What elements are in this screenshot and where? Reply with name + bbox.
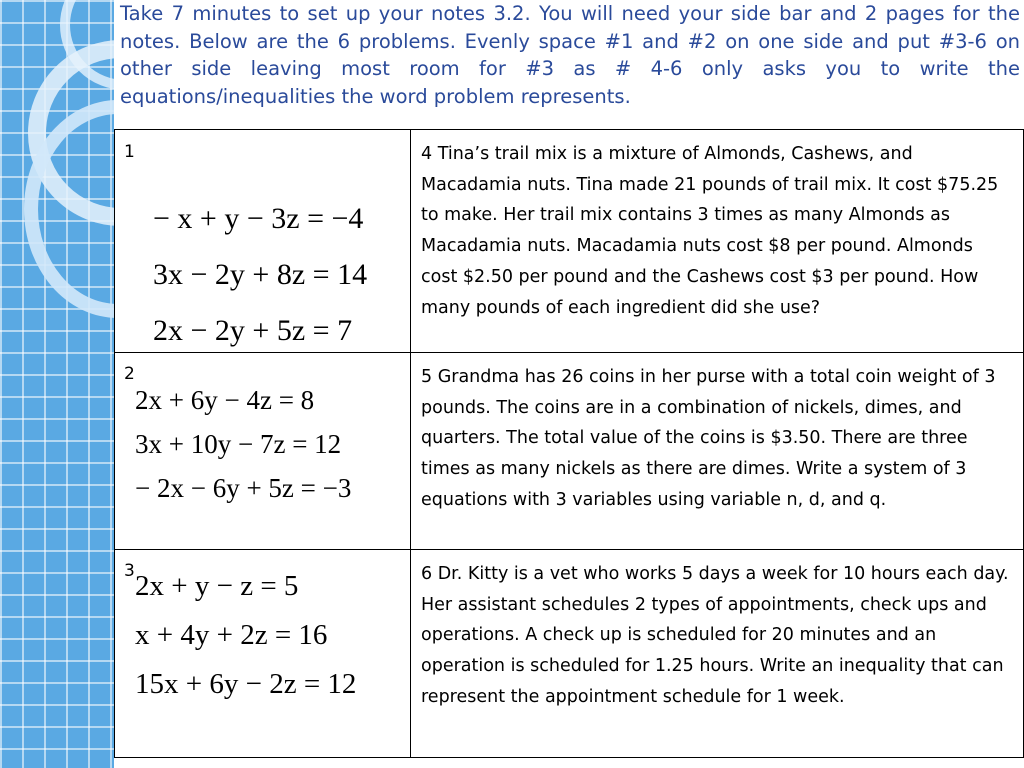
problem-3-cell (115, 550, 411, 758)
problems-table (114, 129, 1024, 758)
equation: 2x + 6y − 4z = 8 (135, 385, 315, 415)
problem-number: 1 (124, 142, 135, 162)
problem-number: 2 (124, 364, 135, 384)
equation: − 2x − 6y + 5z = −3 (135, 473, 352, 503)
table-row (115, 353, 1024, 550)
equation-system (153, 202, 367, 370)
equation-system (135, 385, 351, 517)
equation: 3x − 2y + 8z = 14 (153, 258, 368, 291)
equation-system (135, 570, 356, 717)
problem-2-cell (115, 353, 411, 550)
word-problem-text: 5 Grandma has 26 coins in her purse with a total coin weight of 3 pounds. The coins are in a combination of nickels, dimes, and quarters. The total value of the coins is $3.50. There are three times as many nickels as there are dimes. Write a system of 3 equations with 3 variables using variable n, d, and q. (421, 367, 996, 510)
equation: x + 4y + 2z = 16 (135, 619, 328, 651)
equation: − x + y − 3z = −4 (153, 202, 364, 235)
instructions-text: Take 7 minutes to set up your notes 3.2. You will need your side bar and 2 pages for the notes. Below are the 6 problems. Evenly space #1 and #2 on one side and put #3-6 on other side leaving most room for #3 as # 4-6 only asks you to write the equations/inequalities the word problem represents. (120, 2, 1020, 108)
table-row (115, 550, 1024, 758)
problem-6-cell (411, 550, 1024, 758)
problem-1-cell (115, 130, 411, 353)
equation: 15x + 6y − 2z = 12 (135, 668, 357, 700)
problem-5-cell (411, 353, 1024, 550)
equation: 2x + y − z = 5 (135, 570, 299, 602)
word-problem-text: 4 Tina’s trail mix is a mixture of Almonds, Cashews, and Macadamia nuts. Tina made 21 pounds of trail mix. It cost $75.25 to make. Her trail mix contains 3 times as many Almonds as Macadamia nuts. Macadamia nuts cost $8 per pound. Almonds cost $2.50 per pound and the Cashews cost $3 per pound. How many pounds of each ingredient did she use? (421, 144, 999, 318)
word-problem-text: 6 Dr. Kitty is a vet who works 5 days a week for 10 hours each day. Her assistant schedules 2 types of appointments, check ups and operations. A check up is scheduled for 20 minutes and an operation is scheduled for 1.25 hours. Write an inequality that can represent the appointment schedule for 1 week. (421, 564, 1009, 707)
problem-number: 3 (124, 561, 135, 581)
equation: 2x − 2y + 5z = 7 (153, 314, 353, 347)
problem-4-cell (411, 130, 1024, 353)
equation: 3x + 10y − 7z = 12 (135, 429, 342, 459)
table-row (115, 130, 1024, 353)
